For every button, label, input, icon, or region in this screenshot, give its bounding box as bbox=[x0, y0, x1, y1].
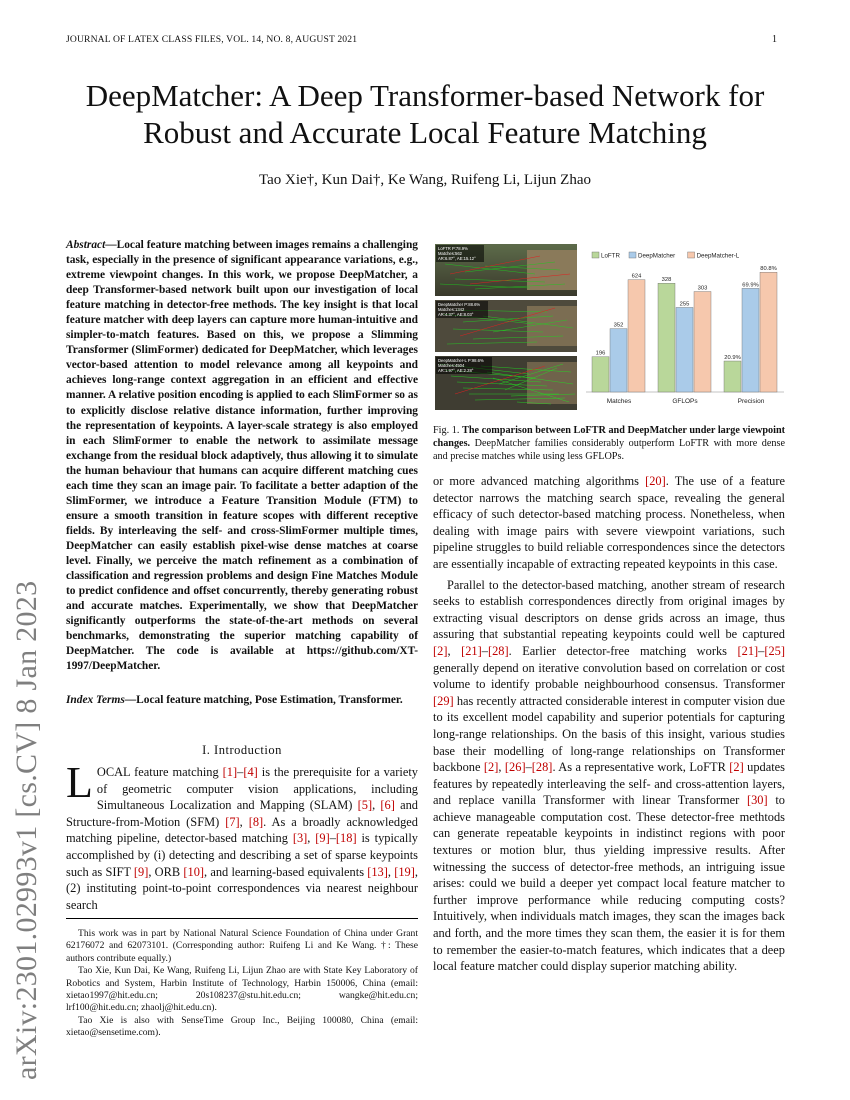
figure-caption-text: DeepMatcher families considerably outperform LoFTR with more dense and precise matches while using less GFLOPs. bbox=[433, 438, 785, 462]
bar-value-label: 624 bbox=[631, 273, 642, 280]
right-column-body bbox=[433, 473, 785, 975]
figure-match-photos bbox=[435, 244, 577, 410]
photo-label-loftr-2: Matches:562 bbox=[438, 251, 462, 256]
bar-value-label: 255 bbox=[679, 301, 690, 308]
bar-matches-1 bbox=[610, 329, 627, 392]
abstract-label: Abstract bbox=[66, 239, 106, 251]
paper-title: DeepMatcher: A Deep Transformer-based Network for Robust and Accurate Local Feature Matching bbox=[85, 78, 765, 150]
photo-label-dml-3: AR:1.97°, AE:2.28° bbox=[438, 368, 474, 373]
footnote-sensetime: Tao Xie is also with SenseTime Group Inc., Beijing 100080, China (email: xietao@sensetime.com). bbox=[66, 1014, 418, 1039]
bar-gflops-0 bbox=[658, 283, 675, 392]
bar-gflops-1 bbox=[676, 307, 693, 392]
bar-matches-0 bbox=[592, 357, 609, 392]
photo-label-dml-2: Matches:4504 bbox=[438, 363, 465, 368]
bar-value-label: 80.8% bbox=[760, 266, 777, 273]
photo-label-dm-2: Matches:1342 bbox=[438, 307, 465, 312]
bar-value-label: 303 bbox=[697, 285, 708, 292]
category-label-0: Matches bbox=[606, 398, 632, 405]
figure-caption bbox=[433, 424, 785, 463]
legend-label-1: DeepMatcher bbox=[638, 252, 676, 260]
arxiv-stamp: arXiv:2301.02993v1 [cs.CV] 8 Jan 2023 bbox=[10, 580, 43, 1080]
bar-precision-1 bbox=[742, 288, 759, 392]
photo-label-loftr-3: AR:6.87°, AE:15.12° bbox=[438, 256, 476, 261]
legend-label-2: DeepMatcher-L bbox=[696, 252, 740, 260]
intro-paragraph bbox=[66, 758, 418, 913]
category-label-2: Precision bbox=[737, 398, 765, 405]
photo-label-dml-1: DeepMatcher-L P:98.6% bbox=[438, 358, 484, 363]
bar-precision-2 bbox=[760, 272, 777, 392]
section-heading-introduction: I. Introduction bbox=[202, 743, 282, 757]
figure-caption-title: The comparison between LoFTR and DeepMatcher under large viewpoint changes. bbox=[433, 425, 786, 449]
index-terms-text: —Local feature matching, Pose Estimation, Transformer. bbox=[124, 694, 403, 706]
footnote-affiliation: Tao Xie, Kun Dai, Ke Wang, Ruifeng Li, Lijun Zhao are with State Key Laboratory of Robotics and System, Harbin Institute of Technology, Harbin 150006, China (email: xietao1997@hit.edu.cn; 20s108237@stu.hit.edu.cn; wangke@hit.edu.cn; lrf100@hit.edu.cn; zhaolj@hit.edu.cn). bbox=[66, 965, 418, 1014]
body-paragraph-1: or more advanced matching algorithms [20]. The use of a feature detector narrows the matching search space, revealing the general efficacy of such detector-based matching process. Nonetheless, when dealing with image pairs with severe viewpoint variations, such pipeline struggles to build reliable correspondences since the detectors are essentially incapable of extracting repeated keypoints in this case. bbox=[433, 474, 786, 571]
footnotes bbox=[66, 928, 418, 1040]
photo-label-dm-3: AR:4.37°, AE:8.03° bbox=[438, 312, 474, 317]
figure-caption-label: Fig. 1. bbox=[433, 425, 460, 436]
abstract bbox=[66, 238, 418, 674]
photo-label-dm-1: DeepMatcher P:88.6% bbox=[438, 302, 481, 307]
bar-matches-2 bbox=[628, 280, 645, 392]
running-head: JOURNAL OF LATEX CLASS FILES, VOL. 14, NO. 8, AUGUST 2021 bbox=[66, 34, 358, 45]
body-paragraph-2: Parallel to the detector-based matching, another stream of research seeks to establish correspondences directly from original images by extracting visual descriptors on dense grids across an image, thus assuring that substantial repeating keypoints could well be captured [2], [21]–[28]. Earlier detector-free matching works [21]–[25] generally depend on iterative convolution based on correlation or cost volume to identify probable neighbourhood consensus. Transformer [29] has recently attracted considerable interest in computer vision due to its excellent model capability and superior potentials for capturing long-range relationships. On the basis of this insight, various studies base their modelling of long-range relationships on Transformer backbone [2], [26]–[28]. As a representative work, LoFTR [2] updates features by repeatedly interleaving the self- and cross-attention layers, and replace vanilla Transformer with linear Transformer [30] to achieve manageable computation cost. These detector-free methtods can generate repeatable keypoints in indistinct regions with poor textures or motion blur, thus yielding impressive results. After witnessing the success of detector-free methods, an intriguing issue arises: could we build a deeper yet compact local feature matcher to further improve performance while reducing computing costs? Intuitively, when individuals match images, they scan the images back and forth, and the more times they scan them, the easier it is for them to remember the easier-to-match features, which indicates that a deep local feature matcher could display superior matching ability. bbox=[433, 577, 786, 974]
bar-value-label: 352 bbox=[613, 322, 624, 329]
footnote-funding: This work was in part by National Natural Science Foundation of China under Grant 62176072 and 62073101. (Corresponding author: Ruifeng Li and Ke Wang. †: These authors contribute equally.) bbox=[66, 928, 418, 964]
category-label-1: GFLOPs bbox=[672, 398, 698, 405]
photo-label-loftr-1: LoFTR P:78.9% bbox=[438, 246, 468, 251]
bar-value-label: 328 bbox=[661, 277, 672, 284]
drop-cap: L bbox=[66, 758, 93, 807]
figure-bar-chart bbox=[580, 244, 790, 414]
index-terms-label: Index Terms bbox=[66, 694, 125, 706]
author-list: Tao Xie†, Kun Dai†, Ke Wang, Ruifeng Li, Lijun Zhao bbox=[259, 172, 591, 188]
footnote-rule bbox=[66, 918, 418, 919]
bar-gflops-2 bbox=[694, 292, 711, 392]
bar-value-label: 196 bbox=[595, 350, 606, 357]
legend-label-0: LoFTR bbox=[601, 252, 620, 260]
intro-text: OCAL feature matching [1]–[4] is the prerequisite for a variety of geometric computer vision applications, including Simultaneous Localization and Mapping (SLAM) [5], [6] and Structure-from-Motion (SFM) [7], [8]. As a broadly acknowledged matching pipeline, detector-based matching [3], [9]–[18] is typically accomplished by (i) detecting and describing a set of sparse keypoints such as SIFT [9], ORB [10], and learning-based equivalents [13], [19], (2) instituting point-to-point correspondences via nearest neighbour search bbox=[66, 765, 418, 912]
bar-value-label: 20.9% bbox=[724, 355, 741, 362]
abstract-text: —Local feature matching between images remains a challenging task, especially in the presence of significant appearance variations, e.g., extreme viewpoint changes. In this work, we propose DeepMatcher, a deep Transformer-based network built upon our investigation of local feature matching in detector-free methods. The key insight is that local feature matcher with deep layers can capture more human-intuitive and simpler-to-match features. Based on this, we propose a Slimming Transformer (SlimFormer) dedicated for DeepMatcher, which leverages vector-based attention to model relevance among all keypoints and achieves long-range context aggregation in an efficient and effective manner. A relative position encoding is applied to each SlimFormer so as to explicitly disclose relative distance information, further improving the representation of keypoints. A layer-scale strategy is also employed in each SlimFormer to enable the network to assimilate message exchange from the residual block adaptively, thus allowing it to simulate the human behaviour that humans can acquire different matching cues each time they scan an image pair. To facilitate a better adaption of the SlimFormer, we introduce a Feature Transition Module (FTM) to ensure a smooth transition in feature scopes with different receptive fields. By interleaving the self- and cross-SlimFormer multiple times, DeepMatcher can easily establish pixel-wise dense matches at coarse level. Finally, we perceive the match refinement as a combination of classification and regression problems and design Fine Matches Module to predict confidence and offset concurrently, thereby generating robust and accurate matches. Experimentally, we show that DeepMatcher significantly outperforms the state-of-the-art methods on several benchmarks, demonstrating the superior matching capability of DeepMatcher. The code is available at https://github.com/XT-1997/DeepMatcher. bbox=[66, 239, 418, 673]
bar-precision-0 bbox=[724, 361, 741, 392]
bar-value-label: 69.9% bbox=[742, 282, 759, 289]
legend-swatch-1 bbox=[629, 252, 636, 258]
index-terms bbox=[66, 693, 418, 708]
legend-swatch-0 bbox=[592, 252, 599, 258]
page-number: 1 bbox=[772, 34, 777, 45]
legend-swatch-2 bbox=[688, 252, 695, 258]
